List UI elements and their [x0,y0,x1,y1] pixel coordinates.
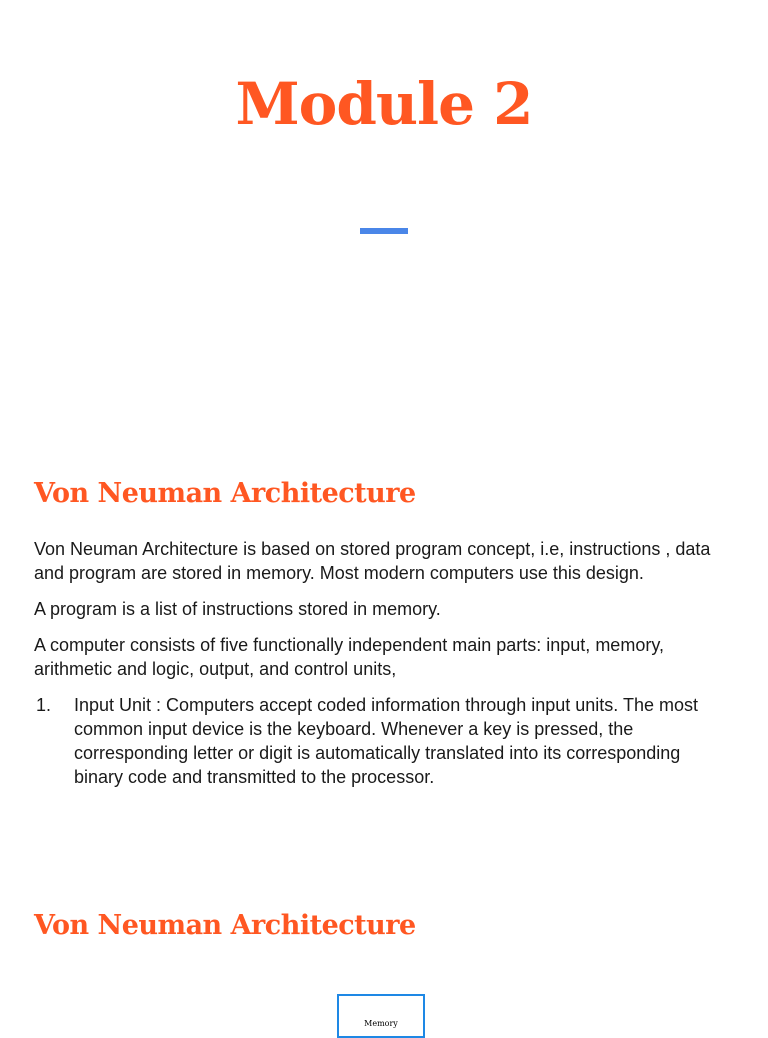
paragraph: A program is a list of instructions stored in memory. [34,599,441,619]
paragraph: Von Neuman Architecture is based on stored program concept, i.e, instructions , data and program are stored in memory. Most modern computers use this design. [34,539,711,583]
list-item-number: 1. [36,695,52,715]
section-heading: Von Neuman Architecture [34,910,416,941]
architecture-diagram-slide [0,864,768,1028]
memory-label: Memory [364,1019,398,1028]
paragraph: A computer consists of five functionally independent main parts: input, memory, arithmetic and logic, output, and control units, [34,635,664,679]
list-item [34,693,734,789]
list-item-text: Input Unit : Computers accept coded information through input units. The most common input device is the keyboard. Whenever a key is pressed, the corresponding letter or digit is automatically translated into its corresponding binary code and transmitted to the processor. [74,695,699,787]
memory-block [337,994,425,1038]
title-accent-rule [360,228,408,234]
slide-body [34,537,734,789]
title-slide [0,0,768,432]
section-heading: Von Neuman Architecture [34,478,416,509]
architecture-text-slide [0,432,768,864]
module-title: Module 2 [235,70,533,138]
